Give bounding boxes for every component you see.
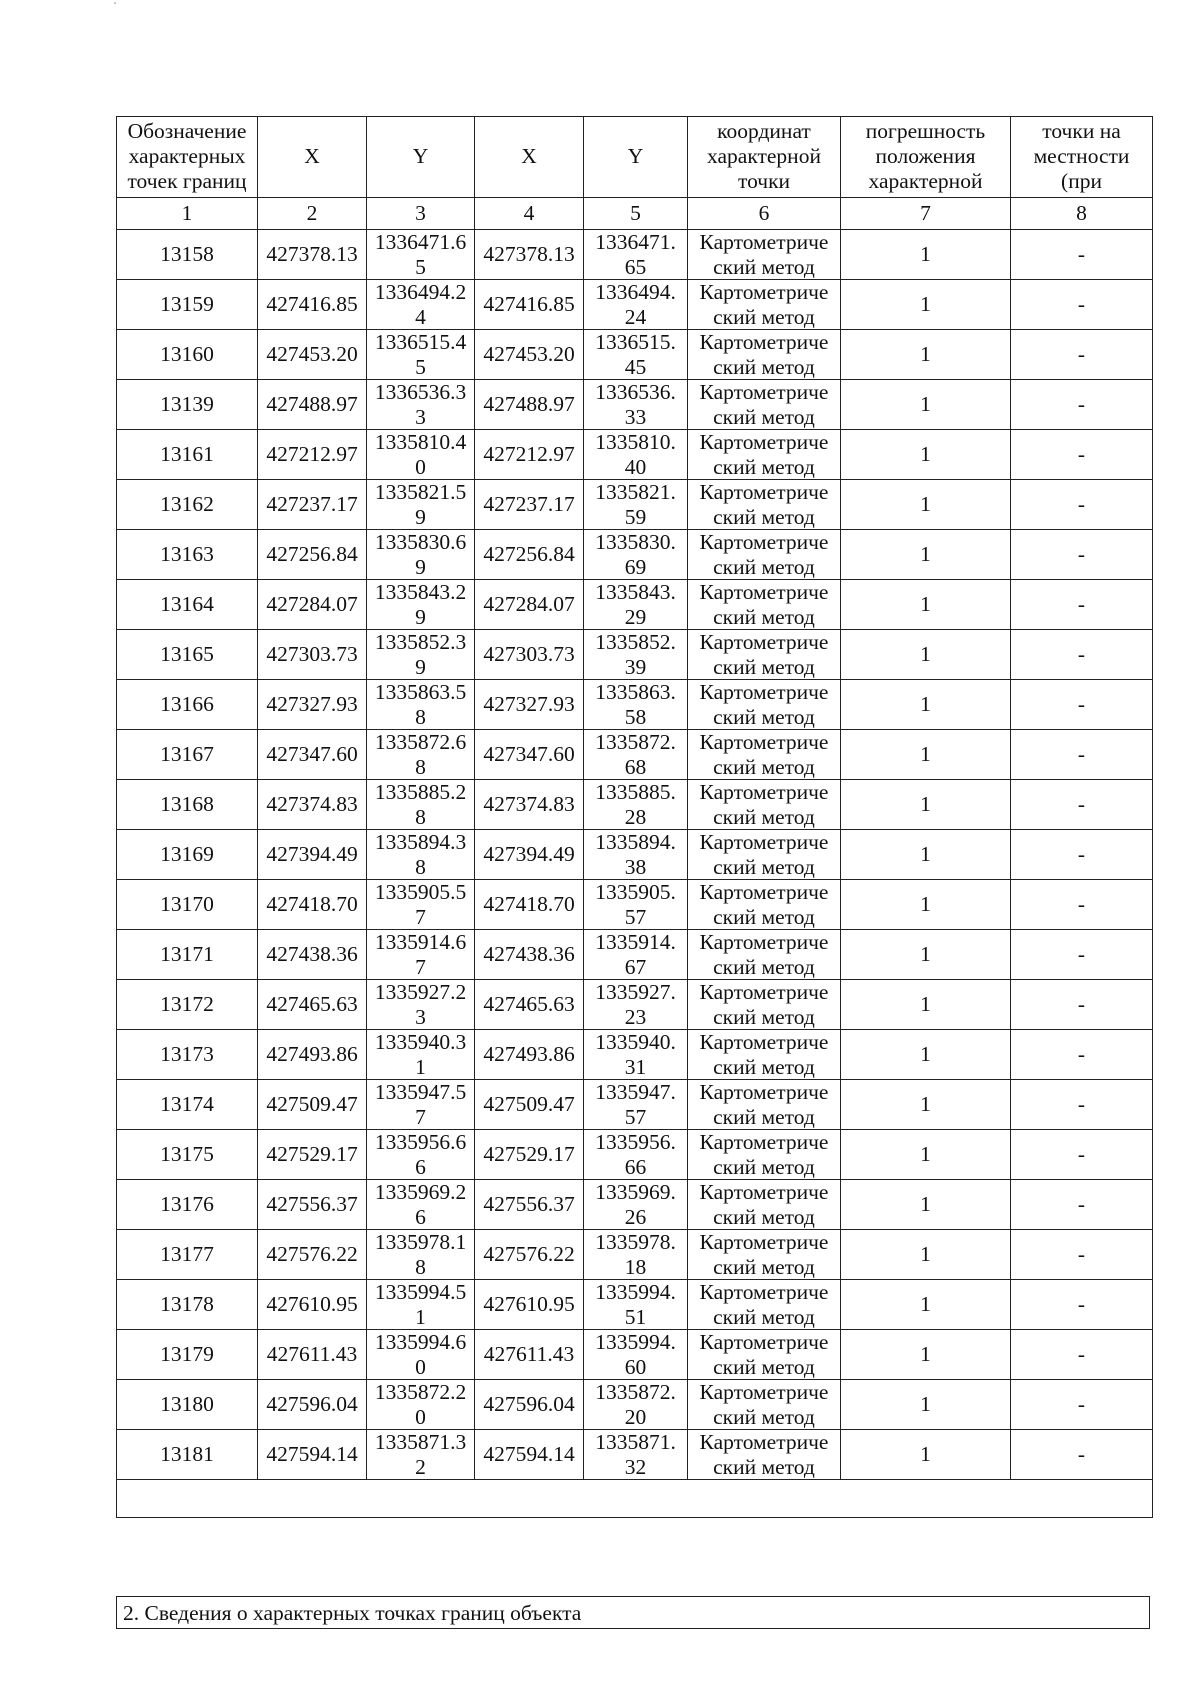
y-coordinate-cell: 1336471.6 5 [367, 230, 475, 280]
point-id-cell: 13168 [117, 780, 258, 830]
y-coordinate-cell: 1335894. 38 [584, 830, 688, 880]
point-id-cell: 13165 [117, 630, 258, 680]
x-coordinate-cell: 427284.07 [258, 580, 367, 630]
point-id-cell: 13163 [117, 530, 258, 580]
x-coordinate-cell: 427465.63 [258, 980, 367, 1030]
x-coordinate-cell: 427611.43 [258, 1330, 367, 1380]
y-coordinate-cell: 1335843.2 9 [367, 580, 475, 630]
column-number: 7 [841, 198, 1011, 230]
y-coordinate-cell: 1335994.6 0 [367, 1330, 475, 1380]
mark-cell: - [1011, 280, 1153, 330]
table-row [117, 730, 1153, 780]
point-id-cell: 13164 [117, 580, 258, 630]
error-cell: 1 [841, 230, 1011, 280]
header-method: координат характерной точки [688, 117, 841, 198]
method-cell: Картометриче ский метод [688, 1030, 841, 1080]
y-coordinate-cell: 1335863. 58 [584, 680, 688, 730]
method-cell: Картометриче ский метод [688, 1380, 841, 1430]
x-coordinate-cell: 427465.63 [475, 980, 584, 1030]
table-row [117, 830, 1153, 880]
y-coordinate-cell: 1335905.5 7 [367, 880, 475, 930]
error-cell: 1 [841, 1280, 1011, 1330]
mark-cell: - [1011, 230, 1153, 280]
scan-speck [114, 2, 116, 4]
mark-cell: - [1011, 1230, 1153, 1280]
header-x-1: X [258, 117, 367, 198]
error-cell: 1 [841, 1130, 1011, 1180]
point-id-cell: 13173 [117, 1030, 258, 1080]
x-coordinate-cell: 427418.70 [475, 880, 584, 930]
method-cell: Картометриче ский метод [688, 1180, 841, 1230]
point-id-cell: 13158 [117, 230, 258, 280]
x-coordinate-cell: 427347.60 [258, 730, 367, 780]
table-row [117, 930, 1153, 980]
method-cell: Картометриче ский метод [688, 880, 841, 930]
method-cell: Картометриче ский метод [688, 630, 841, 680]
x-coordinate-cell: 427596.04 [475, 1380, 584, 1430]
point-id-cell: 13175 [117, 1130, 258, 1180]
x-coordinate-cell: 427576.22 [475, 1230, 584, 1280]
method-cell: Картометриче ский метод [688, 730, 841, 780]
point-id-cell: 13180 [117, 1380, 258, 1430]
mark-cell: - [1011, 630, 1153, 680]
x-coordinate-cell: 427556.37 [475, 1180, 584, 1230]
empty-row [117, 1480, 1153, 1518]
table-row [117, 330, 1153, 380]
x-coordinate-cell: 427438.36 [475, 930, 584, 980]
column-number: 3 [367, 198, 475, 230]
section-2-title: 2. Сведения о характерных точках границ объекта [116, 1596, 1150, 1629]
y-coordinate-cell: 1335914. 67 [584, 930, 688, 980]
table-row [117, 280, 1153, 330]
y-coordinate-cell: 1335872. 20 [584, 1380, 688, 1430]
mark-cell: - [1011, 680, 1153, 730]
y-coordinate-cell: 1335810. 40 [584, 430, 688, 480]
y-coordinate-cell: 1335927. 23 [584, 980, 688, 1030]
x-coordinate-cell: 427256.84 [258, 530, 367, 580]
error-cell: 1 [841, 1430, 1011, 1480]
error-cell: 1 [841, 830, 1011, 880]
point-id-cell: 13177 [117, 1230, 258, 1280]
y-coordinate-cell: 1336515.4 5 [367, 330, 475, 380]
x-coordinate-cell: 427610.95 [475, 1280, 584, 1330]
point-id-cell: 13176 [117, 1180, 258, 1230]
table-row [117, 380, 1153, 430]
mark-cell: - [1011, 430, 1153, 480]
mark-cell: - [1011, 480, 1153, 530]
table-row [117, 1280, 1153, 1330]
mark-cell: - [1011, 1080, 1153, 1130]
error-cell: 1 [841, 930, 1011, 980]
x-coordinate-cell: 427416.85 [475, 280, 584, 330]
table-row [117, 1130, 1153, 1180]
column-number: 2 [258, 198, 367, 230]
method-cell: Картометриче ский метод [688, 430, 841, 480]
table-row [117, 680, 1153, 730]
point-id-cell: 13167 [117, 730, 258, 780]
y-coordinate-cell: 1335940. 31 [584, 1030, 688, 1080]
method-cell: Картометриче ский метод [688, 830, 841, 880]
error-cell: 1 [841, 780, 1011, 830]
table-row [117, 530, 1153, 580]
mark-cell: - [1011, 1380, 1153, 1430]
point-id-cell: 13169 [117, 830, 258, 880]
table-row [117, 1030, 1153, 1080]
column-number: 5 [584, 198, 688, 230]
error-cell: 1 [841, 1380, 1011, 1430]
header-row [117, 117, 1153, 198]
error-cell: 1 [841, 880, 1011, 930]
column-number: 8 [1011, 198, 1153, 230]
column-number: 4 [475, 198, 584, 230]
table-row [117, 1180, 1153, 1230]
y-coordinate-cell: 1335830. 69 [584, 530, 688, 580]
x-coordinate-cell: 427237.17 [475, 480, 584, 530]
method-cell: Картометриче ский метод [688, 980, 841, 1030]
x-coordinate-cell: 427453.20 [475, 330, 584, 380]
y-coordinate-cell: 1335956.6 6 [367, 1130, 475, 1180]
error-cell: 1 [841, 980, 1011, 1030]
mark-cell: - [1011, 1430, 1153, 1480]
x-coordinate-cell: 427611.43 [475, 1330, 584, 1380]
x-coordinate-cell: 427378.13 [258, 230, 367, 280]
point-id-cell: 13178 [117, 1280, 258, 1330]
x-coordinate-cell: 427327.93 [475, 680, 584, 730]
y-coordinate-cell: 1336494.2 4 [367, 280, 475, 330]
method-cell: Картометриче ский метод [688, 530, 841, 580]
mark-cell: - [1011, 580, 1153, 630]
y-coordinate-cell: 1335894.3 8 [367, 830, 475, 880]
y-coordinate-cell: 1336494. 24 [584, 280, 688, 330]
y-coordinate-cell: 1335872.6 8 [367, 730, 475, 780]
method-cell: Картометриче ский метод [688, 1280, 841, 1330]
y-coordinate-cell: 1335994. 51 [584, 1280, 688, 1330]
x-coordinate-cell: 427327.93 [258, 680, 367, 730]
y-coordinate-cell: 1335885.2 8 [367, 780, 475, 830]
error-cell: 1 [841, 1180, 1011, 1230]
point-id-cell: 13171 [117, 930, 258, 980]
point-id-cell: 13172 [117, 980, 258, 1030]
method-cell: Картометриче ский метод [688, 1080, 841, 1130]
method-cell: Картометриче ский метод [688, 780, 841, 830]
x-coordinate-cell: 427594.14 [475, 1430, 584, 1480]
y-coordinate-cell: 1335863.5 8 [367, 680, 475, 730]
mark-cell: - [1011, 780, 1153, 830]
method-cell: Картометриче ский метод [688, 230, 841, 280]
error-cell: 1 [841, 680, 1011, 730]
x-coordinate-cell: 427509.47 [475, 1080, 584, 1130]
error-cell: 1 [841, 1080, 1011, 1130]
y-coordinate-cell: 1335905. 57 [584, 880, 688, 930]
x-coordinate-cell: 427556.37 [258, 1180, 367, 1230]
error-cell: 1 [841, 330, 1011, 380]
error-cell: 1 [841, 280, 1011, 330]
y-coordinate-cell: 1336515. 45 [584, 330, 688, 380]
y-coordinate-cell: 1335969.2 6 [367, 1180, 475, 1230]
y-coordinate-cell: 1335821.5 9 [367, 480, 475, 530]
mark-cell: - [1011, 830, 1153, 880]
y-coordinate-cell: 1335947. 57 [584, 1080, 688, 1130]
y-coordinate-cell: 1335914.6 7 [367, 930, 475, 980]
method-cell: Картометриче ский метод [688, 1230, 841, 1280]
x-coordinate-cell: 427438.36 [258, 930, 367, 980]
point-id-cell: 13160 [117, 330, 258, 380]
x-coordinate-cell: 427374.83 [258, 780, 367, 830]
table-row [117, 480, 1153, 530]
point-id-cell: 13170 [117, 880, 258, 930]
y-coordinate-cell: 1335871. 32 [584, 1430, 688, 1480]
y-coordinate-cell: 1335885. 28 [584, 780, 688, 830]
method-cell: Картометриче ский метод [688, 580, 841, 630]
y-coordinate-cell: 1336536.3 3 [367, 380, 475, 430]
y-coordinate-cell: 1336471. 65 [584, 230, 688, 280]
x-coordinate-cell: 427416.85 [258, 280, 367, 330]
header-y-1: Y [367, 117, 475, 198]
x-coordinate-cell: 427576.22 [258, 1230, 367, 1280]
y-coordinate-cell: 1335969. 26 [584, 1180, 688, 1230]
error-cell: 1 [841, 480, 1011, 530]
table-row [117, 230, 1153, 280]
error-cell: 1 [841, 380, 1011, 430]
x-coordinate-cell: 427394.49 [258, 830, 367, 880]
y-coordinate-cell: 1335927.2 3 [367, 980, 475, 1030]
y-coordinate-cell: 1335843. 29 [584, 580, 688, 630]
x-coordinate-cell: 427596.04 [258, 1380, 367, 1430]
x-coordinate-cell: 427256.84 [475, 530, 584, 580]
x-coordinate-cell: 427488.97 [475, 380, 584, 430]
method-cell: Картометриче ский метод [688, 1430, 841, 1480]
table-row [117, 1080, 1153, 1130]
method-cell: Картометриче ский метод [688, 280, 841, 330]
method-cell: Картометриче ский метод [688, 1330, 841, 1380]
mark-cell: - [1011, 1180, 1153, 1230]
table-row [117, 430, 1153, 480]
y-coordinate-cell: 1335872.2 0 [367, 1380, 475, 1430]
point-id-cell: 13161 [117, 430, 258, 480]
mark-cell: - [1011, 530, 1153, 580]
mark-cell: - [1011, 730, 1153, 780]
x-coordinate-cell: 427212.97 [258, 430, 367, 480]
x-coordinate-cell: 427493.86 [475, 1030, 584, 1080]
table-row [117, 1430, 1153, 1480]
point-id-cell: 13159 [117, 280, 258, 330]
y-coordinate-cell: 1335871.3 2 [367, 1430, 475, 1480]
point-id-cell: 13179 [117, 1330, 258, 1380]
coordinates-table [116, 116, 1153, 1518]
x-coordinate-cell: 427418.70 [258, 880, 367, 930]
y-coordinate-cell: 1335994. 60 [584, 1330, 688, 1380]
header-x-2: X [475, 117, 584, 198]
point-id-cell: 13166 [117, 680, 258, 730]
y-coordinate-cell: 1335810.4 0 [367, 430, 475, 480]
mark-cell: - [1011, 980, 1153, 1030]
y-coordinate-cell: 1335821. 59 [584, 480, 688, 530]
empty-cell [117, 1480, 1153, 1518]
column-number: 6 [688, 198, 841, 230]
table-row [117, 1230, 1153, 1280]
header-point-designation: Обозначение характерных точек границ [117, 117, 258, 198]
header-y-2: Y [584, 117, 688, 198]
mark-cell: - [1011, 930, 1153, 980]
x-coordinate-cell: 427378.13 [475, 230, 584, 280]
mark-cell: - [1011, 1280, 1153, 1330]
mark-cell: - [1011, 330, 1153, 380]
method-cell: Картометриче ский метод [688, 380, 841, 430]
mark-cell: - [1011, 1130, 1153, 1180]
table-row [117, 630, 1153, 680]
x-coordinate-cell: 427488.97 [258, 380, 367, 430]
method-cell: Картометриче ский метод [688, 930, 841, 980]
y-coordinate-cell: 1335978.1 8 [367, 1230, 475, 1280]
mark-cell: - [1011, 1330, 1153, 1380]
point-id-cell: 13181 [117, 1430, 258, 1480]
x-coordinate-cell: 427284.07 [475, 580, 584, 630]
x-coordinate-cell: 427529.17 [475, 1130, 584, 1180]
y-coordinate-cell: 1335956. 66 [584, 1130, 688, 1180]
x-coordinate-cell: 427453.20 [258, 330, 367, 380]
table-row [117, 580, 1153, 630]
method-cell: Картометриче ский метод [688, 1130, 841, 1180]
x-coordinate-cell: 427303.73 [258, 630, 367, 680]
table-row [117, 780, 1153, 830]
y-coordinate-cell: 1335852.3 9 [367, 630, 475, 680]
y-coordinate-cell: 1335994.5 1 [367, 1280, 475, 1330]
x-coordinate-cell: 427212.97 [475, 430, 584, 480]
error-cell: 1 [841, 430, 1011, 480]
y-coordinate-cell: 1335830.6 9 [367, 530, 475, 580]
x-coordinate-cell: 427610.95 [258, 1280, 367, 1330]
mark-cell: - [1011, 880, 1153, 930]
error-cell: 1 [841, 580, 1011, 630]
table-row [117, 980, 1153, 1030]
y-coordinate-cell: 1335978. 18 [584, 1230, 688, 1280]
error-cell: 1 [841, 530, 1011, 580]
error-cell: 1 [841, 630, 1011, 680]
y-coordinate-cell: 1335872. 68 [584, 730, 688, 780]
mark-cell: - [1011, 380, 1153, 430]
error-cell: 1 [841, 1230, 1011, 1280]
table-row [117, 1380, 1153, 1430]
error-cell: 1 [841, 730, 1011, 780]
x-coordinate-cell: 427394.49 [475, 830, 584, 880]
point-id-cell: 13139 [117, 380, 258, 430]
column-number: 1 [117, 198, 258, 230]
y-coordinate-cell: 1335947.5 7 [367, 1080, 475, 1130]
x-coordinate-cell: 427303.73 [475, 630, 584, 680]
y-coordinate-cell: 1336536. 33 [584, 380, 688, 430]
x-coordinate-cell: 427594.14 [258, 1430, 367, 1480]
x-coordinate-cell: 427347.60 [475, 730, 584, 780]
y-coordinate-cell: 1335940.3 1 [367, 1030, 475, 1080]
column-number-row [117, 198, 1153, 230]
error-cell: 1 [841, 1330, 1011, 1380]
x-coordinate-cell: 427493.86 [258, 1030, 367, 1080]
header-error: погрешность положения характерной [841, 117, 1011, 198]
error-cell: 1 [841, 1030, 1011, 1080]
table-row [117, 1330, 1153, 1380]
table-row [117, 880, 1153, 930]
method-cell: Картометриче ский метод [688, 480, 841, 530]
method-cell: Картометриче ский метод [688, 330, 841, 380]
point-id-cell: 13174 [117, 1080, 258, 1130]
method-cell: Картометриче ский метод [688, 680, 841, 730]
point-id-cell: 13162 [117, 480, 258, 530]
x-coordinate-cell: 427509.47 [258, 1080, 367, 1130]
x-coordinate-cell: 427529.17 [258, 1130, 367, 1180]
y-coordinate-cell: 1335852. 39 [584, 630, 688, 680]
x-coordinate-cell: 427374.83 [475, 780, 584, 830]
mark-cell: - [1011, 1030, 1153, 1080]
header-mark: точки на местности (при [1011, 117, 1153, 198]
x-coordinate-cell: 427237.17 [258, 480, 367, 530]
